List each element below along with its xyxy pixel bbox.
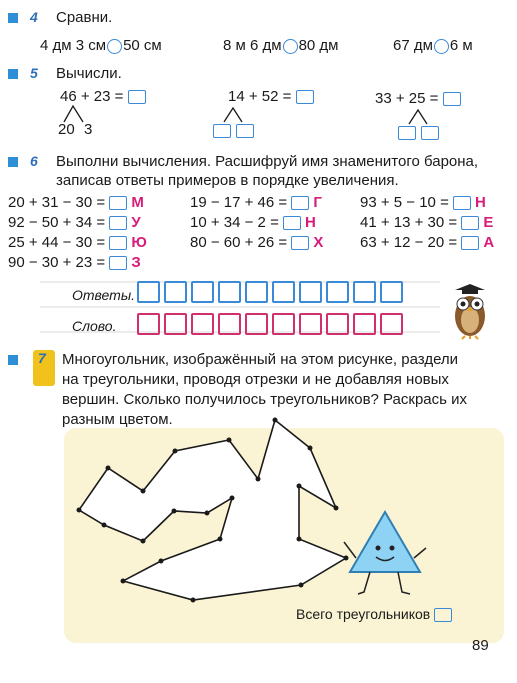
t6-c1-r1: 20 + 31 − 30 = М [8,194,144,211]
task4-item-3: 67 дм 6 м [393,37,473,54]
task5-title: Вычисли. [56,65,122,82]
page-number: 89 [472,637,489,654]
task4-title: Сравни. [56,9,113,26]
task6-text-2: записав ответы примеров в порядке увеличения. [56,172,399,189]
triangle-character [340,508,430,598]
task7-number: 7 [38,350,46,366]
t6-c1-r3: 25 + 44 − 30 = Ю [8,234,147,251]
task5-expr-1: 46 + 23 = [60,88,146,105]
answers-label: Ответы. [72,287,136,303]
t6-c1-r2: 92 − 50 + 34 = У [8,214,141,231]
word-label: Слово. [72,318,117,334]
t6-c1-r4: 90 − 30 + 23 = З [8,254,141,271]
task7-text-1: Многоугольник, изображённый на этом рисунке, раздели [62,351,459,368]
task7-text-4: разным цветом. [62,411,173,428]
task7-text-3: вершин. Сколько получилось треугольников? Раскрась их [62,391,468,408]
t6-c3-r1: 93 + 5 − 10 = Н [360,194,486,211]
t6-c2-r2: 10 + 34 − 2 = Н [190,214,316,231]
task4-item-2: 8 м 6 дм 80 дм [223,37,339,54]
task6-number: 6 [30,153,38,169]
task4-number: 4 [30,9,38,25]
task5-expr-3: 33 + 25 = [375,90,461,107]
t6-c2-r3: 80 − 60 + 26 = Х [190,234,324,251]
t6-c3-r3: 63 + 12 − 20 = А [360,234,495,251]
total-answer-box[interactable] [434,608,452,622]
task5-expr-2: 14 + 52 = [228,88,314,105]
task4-item-1: 4 дм 3 см 50 см [40,37,162,54]
total-triangles: Всего треугольников [296,606,452,622]
t6-c2-r1: 19 − 17 + 46 = Г [190,194,322,211]
task7-text-2: на треугольники, проводя отрезки и не добавляя новых [62,371,449,388]
t6-c3-r2: 41 + 13 + 30 = Е [360,214,494,231]
split-digit-2: 3 [84,121,93,138]
split-digit-1: 20 [58,121,75,138]
task6-text-1: Выполни вычисления. Расшифруй имя знаменитого барона, [56,153,479,170]
task5-number: 5 [30,65,38,81]
